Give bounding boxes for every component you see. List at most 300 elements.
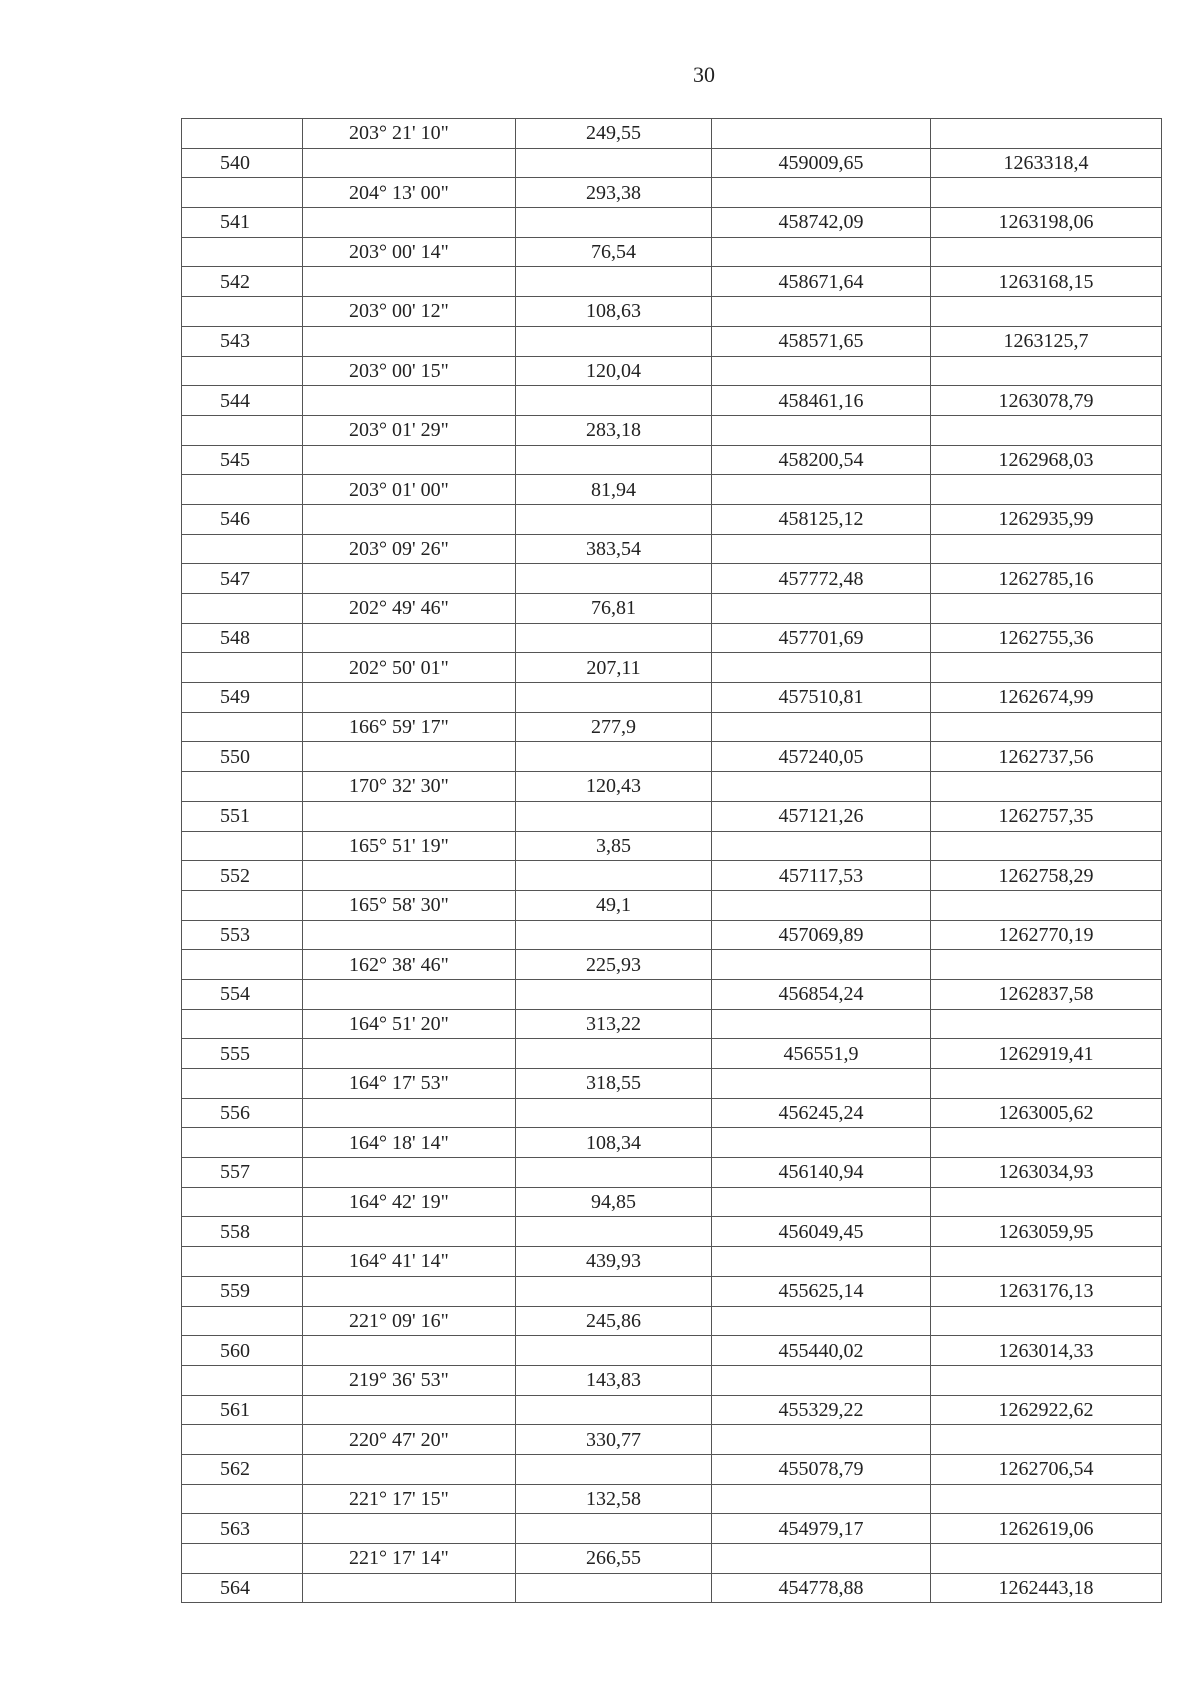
y-coordinate-cell bbox=[931, 1425, 1162, 1455]
page-number bbox=[0, 62, 1200, 88]
x-coordinate-cell bbox=[712, 890, 931, 920]
y-coordinate-cell: 1263198,06 bbox=[931, 208, 1162, 238]
y-coordinate-cell bbox=[931, 950, 1162, 980]
distance-cell: 313,22 bbox=[516, 1009, 712, 1039]
y-coordinate-cell: 1263125,7 bbox=[931, 326, 1162, 356]
x-coordinate-cell: 456049,45 bbox=[712, 1217, 931, 1247]
table-row bbox=[182, 1336, 1162, 1366]
x-coordinate-cell: 454979,17 bbox=[712, 1514, 931, 1544]
x-coordinate-cell bbox=[712, 475, 931, 505]
y-coordinate-cell bbox=[931, 415, 1162, 445]
point-number-cell bbox=[182, 1247, 303, 1277]
direction-angle-cell: 203° 09' 26" bbox=[303, 534, 516, 564]
distance-cell bbox=[516, 445, 712, 475]
direction-angle-cell bbox=[303, 445, 516, 475]
direction-angle-cell: 165° 51' 19" bbox=[303, 831, 516, 861]
distance-cell bbox=[516, 1039, 712, 1069]
point-number-cell bbox=[182, 356, 303, 386]
point-number-cell: 560 bbox=[182, 1336, 303, 1366]
point-number-cell: 556 bbox=[182, 1098, 303, 1128]
y-coordinate-cell bbox=[931, 178, 1162, 208]
table-row bbox=[182, 683, 1162, 713]
y-coordinate-cell bbox=[931, 1365, 1162, 1395]
y-coordinate-cell: 1262922,62 bbox=[931, 1395, 1162, 1425]
distance-cell bbox=[516, 267, 712, 297]
distance-cell bbox=[516, 1217, 712, 1247]
y-coordinate-cell bbox=[931, 1009, 1162, 1039]
table-row bbox=[182, 208, 1162, 238]
table-row bbox=[182, 119, 1162, 149]
distance-cell: 76,81 bbox=[516, 594, 712, 624]
direction-angle-cell bbox=[303, 1514, 516, 1544]
x-coordinate-cell bbox=[712, 237, 931, 267]
x-coordinate-cell: 456854,24 bbox=[712, 979, 931, 1009]
x-coordinate-cell bbox=[712, 1365, 931, 1395]
y-coordinate-cell: 1262706,54 bbox=[931, 1454, 1162, 1484]
table-row bbox=[182, 178, 1162, 208]
table-row bbox=[182, 1484, 1162, 1514]
x-coordinate-cell bbox=[712, 1247, 931, 1277]
coordinates-table bbox=[181, 118, 1162, 1603]
point-number-cell bbox=[182, 772, 303, 802]
direction-angle-cell: 165° 58' 30" bbox=[303, 890, 516, 920]
x-coordinate-cell: 457117,53 bbox=[712, 861, 931, 891]
direction-angle-cell: 204° 13' 00" bbox=[303, 178, 516, 208]
point-number-cell: 550 bbox=[182, 742, 303, 772]
point-number-cell: 545 bbox=[182, 445, 303, 475]
direction-angle-cell: 162° 38' 46" bbox=[303, 950, 516, 980]
direction-angle-cell: 202° 50' 01" bbox=[303, 653, 516, 683]
point-number-cell bbox=[182, 1365, 303, 1395]
point-number-cell: 548 bbox=[182, 623, 303, 653]
table-row bbox=[182, 475, 1162, 505]
y-coordinate-cell bbox=[931, 356, 1162, 386]
distance-cell: 76,54 bbox=[516, 237, 712, 267]
table-row bbox=[182, 1276, 1162, 1306]
point-number-cell bbox=[182, 297, 303, 327]
x-coordinate-cell: 456140,94 bbox=[712, 1158, 931, 1188]
direction-angle-cell: 221° 17' 15" bbox=[303, 1484, 516, 1514]
direction-angle-cell: 220° 47' 20" bbox=[303, 1425, 516, 1455]
x-coordinate-cell: 458742,09 bbox=[712, 208, 931, 238]
table-row bbox=[182, 1573, 1162, 1603]
point-number-cell: 544 bbox=[182, 386, 303, 416]
direction-angle-cell bbox=[303, 1039, 516, 1069]
point-number-cell bbox=[182, 415, 303, 445]
distance-cell bbox=[516, 1276, 712, 1306]
y-coordinate-cell bbox=[931, 534, 1162, 564]
point-number-cell bbox=[182, 950, 303, 980]
y-coordinate-cell: 1263318,4 bbox=[931, 148, 1162, 178]
direction-angle-cell bbox=[303, 1276, 516, 1306]
direction-angle-cell bbox=[303, 1573, 516, 1603]
x-coordinate-cell: 458461,16 bbox=[712, 386, 931, 416]
distance-cell bbox=[516, 208, 712, 238]
x-coordinate-cell bbox=[712, 356, 931, 386]
x-coordinate-cell: 457069,89 bbox=[712, 920, 931, 950]
distance-cell bbox=[516, 504, 712, 534]
point-number-cell: 564 bbox=[182, 1573, 303, 1603]
direction-angle-cell: 203° 21' 10" bbox=[303, 119, 516, 149]
direction-angle-cell bbox=[303, 1395, 516, 1425]
y-coordinate-cell: 1263059,95 bbox=[931, 1217, 1162, 1247]
point-number-cell: 540 bbox=[182, 148, 303, 178]
table-row bbox=[182, 415, 1162, 445]
y-coordinate-cell: 1262758,29 bbox=[931, 861, 1162, 891]
point-number-cell bbox=[182, 1544, 303, 1574]
table-row bbox=[182, 831, 1162, 861]
point-number-cell: 554 bbox=[182, 979, 303, 1009]
table-row bbox=[182, 1306, 1162, 1336]
direction-angle-cell: 203° 00' 14" bbox=[303, 237, 516, 267]
point-number-cell: 541 bbox=[182, 208, 303, 238]
distance-cell bbox=[516, 623, 712, 653]
point-number-cell bbox=[182, 178, 303, 208]
direction-angle-cell: 203° 01' 00" bbox=[303, 475, 516, 505]
distance-cell: 245,86 bbox=[516, 1306, 712, 1336]
table-row bbox=[182, 356, 1162, 386]
point-number-cell: 559 bbox=[182, 1276, 303, 1306]
x-coordinate-cell: 457240,05 bbox=[712, 742, 931, 772]
table-row bbox=[182, 148, 1162, 178]
page-number-text: 30 bbox=[693, 62, 715, 87]
distance-cell: 266,55 bbox=[516, 1544, 712, 1574]
direction-angle-cell bbox=[303, 801, 516, 831]
direction-angle-cell: 221° 17' 14" bbox=[303, 1544, 516, 1574]
direction-angle-cell bbox=[303, 979, 516, 1009]
distance-cell bbox=[516, 1395, 712, 1425]
x-coordinate-cell: 459009,65 bbox=[712, 148, 931, 178]
direction-angle-cell bbox=[303, 683, 516, 713]
y-coordinate-cell: 1262619,06 bbox=[931, 1514, 1162, 1544]
y-coordinate-cell bbox=[931, 1187, 1162, 1217]
x-coordinate-cell: 458571,65 bbox=[712, 326, 931, 356]
table-row bbox=[182, 1187, 1162, 1217]
point-number-cell bbox=[182, 475, 303, 505]
x-coordinate-cell bbox=[712, 415, 931, 445]
distance-cell bbox=[516, 1573, 712, 1603]
distance-cell bbox=[516, 326, 712, 356]
coordinates-table-body bbox=[182, 119, 1162, 1603]
x-coordinate-cell: 454778,88 bbox=[712, 1573, 931, 1603]
table-row bbox=[182, 772, 1162, 802]
point-number-cell: 561 bbox=[182, 1395, 303, 1425]
distance-cell: 277,9 bbox=[516, 712, 712, 742]
distance-cell bbox=[516, 1158, 712, 1188]
x-coordinate-cell bbox=[712, 178, 931, 208]
distance-cell bbox=[516, 1454, 712, 1484]
y-coordinate-cell bbox=[931, 1544, 1162, 1574]
table-row bbox=[182, 1247, 1162, 1277]
direction-angle-cell: 164° 42' 19" bbox=[303, 1187, 516, 1217]
y-coordinate-cell: 1263176,13 bbox=[931, 1276, 1162, 1306]
y-coordinate-cell: 1263005,62 bbox=[931, 1098, 1162, 1128]
x-coordinate-cell: 455329,22 bbox=[712, 1395, 931, 1425]
direction-angle-cell: 164° 41' 14" bbox=[303, 1247, 516, 1277]
y-coordinate-cell bbox=[931, 594, 1162, 624]
x-coordinate-cell bbox=[712, 950, 931, 980]
x-coordinate-cell: 456245,24 bbox=[712, 1098, 931, 1128]
point-number-cell bbox=[182, 119, 303, 149]
point-number-cell: 555 bbox=[182, 1039, 303, 1069]
x-coordinate-cell bbox=[712, 594, 931, 624]
distance-cell: 207,11 bbox=[516, 653, 712, 683]
point-number-cell bbox=[182, 1128, 303, 1158]
direction-angle-cell bbox=[303, 623, 516, 653]
point-number-cell: 557 bbox=[182, 1158, 303, 1188]
direction-angle-cell bbox=[303, 267, 516, 297]
point-number-cell: 546 bbox=[182, 504, 303, 534]
y-coordinate-cell bbox=[931, 1484, 1162, 1514]
point-number-cell bbox=[182, 1425, 303, 1455]
direction-angle-cell bbox=[303, 861, 516, 891]
distance-cell bbox=[516, 1098, 712, 1128]
x-coordinate-cell: 458671,64 bbox=[712, 267, 931, 297]
table-row bbox=[182, 267, 1162, 297]
distance-cell: 108,63 bbox=[516, 297, 712, 327]
y-coordinate-cell: 1263168,15 bbox=[931, 267, 1162, 297]
table-row bbox=[182, 712, 1162, 742]
direction-angle-cell: 170° 32' 30" bbox=[303, 772, 516, 802]
point-number-cell: 562 bbox=[182, 1454, 303, 1484]
table-row bbox=[182, 742, 1162, 772]
y-coordinate-cell bbox=[931, 297, 1162, 327]
direction-angle-cell bbox=[303, 208, 516, 238]
point-number-cell bbox=[182, 653, 303, 683]
table-row bbox=[182, 504, 1162, 534]
table-row bbox=[182, 653, 1162, 683]
y-coordinate-cell: 1262770,19 bbox=[931, 920, 1162, 950]
point-number-cell: 543 bbox=[182, 326, 303, 356]
point-number-cell bbox=[182, 1484, 303, 1514]
x-coordinate-cell bbox=[712, 119, 931, 149]
table-row bbox=[182, 890, 1162, 920]
y-coordinate-cell: 1263014,33 bbox=[931, 1336, 1162, 1366]
point-number-cell bbox=[182, 712, 303, 742]
table-row bbox=[182, 594, 1162, 624]
distance-cell bbox=[516, 1514, 712, 1544]
distance-cell: 293,38 bbox=[516, 178, 712, 208]
direction-angle-cell bbox=[303, 564, 516, 594]
point-number-cell bbox=[182, 534, 303, 564]
y-coordinate-cell bbox=[931, 1128, 1162, 1158]
x-coordinate-cell bbox=[712, 1425, 931, 1455]
x-coordinate-cell: 458200,54 bbox=[712, 445, 931, 475]
table-row bbox=[182, 1454, 1162, 1484]
x-coordinate-cell: 457772,48 bbox=[712, 564, 931, 594]
distance-cell bbox=[516, 1336, 712, 1366]
y-coordinate-cell bbox=[931, 1247, 1162, 1277]
table-row bbox=[182, 1395, 1162, 1425]
distance-cell: 143,83 bbox=[516, 1365, 712, 1395]
y-coordinate-cell: 1262757,35 bbox=[931, 801, 1162, 831]
point-number-cell bbox=[182, 831, 303, 861]
y-coordinate-cell: 1262785,16 bbox=[931, 564, 1162, 594]
distance-cell: 383,54 bbox=[516, 534, 712, 564]
x-coordinate-cell: 455625,14 bbox=[712, 1276, 931, 1306]
table-row bbox=[182, 1365, 1162, 1395]
distance-cell bbox=[516, 742, 712, 772]
table-row bbox=[182, 445, 1162, 475]
x-coordinate-cell bbox=[712, 1009, 931, 1039]
direction-angle-cell: 166° 59' 17" bbox=[303, 712, 516, 742]
point-number-cell bbox=[182, 1009, 303, 1039]
x-coordinate-cell bbox=[712, 1544, 931, 1574]
direction-angle-cell bbox=[303, 504, 516, 534]
x-coordinate-cell bbox=[712, 653, 931, 683]
distance-cell: 120,43 bbox=[516, 772, 712, 802]
point-number-cell: 551 bbox=[182, 801, 303, 831]
table-row bbox=[182, 623, 1162, 653]
y-coordinate-cell bbox=[931, 890, 1162, 920]
x-coordinate-cell bbox=[712, 712, 931, 742]
distance-cell: 108,34 bbox=[516, 1128, 712, 1158]
y-coordinate-cell bbox=[931, 712, 1162, 742]
distance-cell: 330,77 bbox=[516, 1425, 712, 1455]
table-row bbox=[182, 1514, 1162, 1544]
distance-cell: 318,55 bbox=[516, 1069, 712, 1099]
y-coordinate-cell: 1262674,99 bbox=[931, 683, 1162, 713]
direction-angle-cell bbox=[303, 742, 516, 772]
table-row bbox=[182, 920, 1162, 950]
distance-cell: 120,04 bbox=[516, 356, 712, 386]
direction-angle-cell bbox=[303, 386, 516, 416]
y-coordinate-cell: 1263078,79 bbox=[931, 386, 1162, 416]
x-coordinate-cell: 457510,81 bbox=[712, 683, 931, 713]
x-coordinate-cell: 456551,9 bbox=[712, 1039, 931, 1069]
direction-angle-cell bbox=[303, 326, 516, 356]
point-number-cell bbox=[182, 237, 303, 267]
table-row bbox=[182, 1039, 1162, 1069]
table-row bbox=[182, 1425, 1162, 1455]
x-coordinate-cell bbox=[712, 297, 931, 327]
x-coordinate-cell bbox=[712, 1306, 931, 1336]
table-row bbox=[182, 1544, 1162, 1574]
distance-cell: 283,18 bbox=[516, 415, 712, 445]
direction-angle-cell: 203° 00' 12" bbox=[303, 297, 516, 327]
x-coordinate-cell bbox=[712, 831, 931, 861]
point-number-cell bbox=[182, 1306, 303, 1336]
y-coordinate-cell: 1262935,99 bbox=[931, 504, 1162, 534]
y-coordinate-cell: 1263034,93 bbox=[931, 1158, 1162, 1188]
x-coordinate-cell: 458125,12 bbox=[712, 504, 931, 534]
table-row bbox=[182, 979, 1162, 1009]
direction-angle-cell bbox=[303, 1158, 516, 1188]
y-coordinate-cell bbox=[931, 237, 1162, 267]
table-row bbox=[182, 861, 1162, 891]
direction-angle-cell bbox=[303, 920, 516, 950]
direction-angle-cell bbox=[303, 1098, 516, 1128]
point-number-cell: 552 bbox=[182, 861, 303, 891]
distance-cell bbox=[516, 564, 712, 594]
table-row bbox=[182, 564, 1162, 594]
direction-angle-cell: 221° 09' 16" bbox=[303, 1306, 516, 1336]
distance-cell: 132,58 bbox=[516, 1484, 712, 1514]
distance-cell: 3,85 bbox=[516, 831, 712, 861]
y-coordinate-cell bbox=[931, 653, 1162, 683]
distance-cell bbox=[516, 920, 712, 950]
distance-cell bbox=[516, 683, 712, 713]
table-row bbox=[182, 297, 1162, 327]
distance-cell: 249,55 bbox=[516, 119, 712, 149]
y-coordinate-cell: 1262737,56 bbox=[931, 742, 1162, 772]
direction-angle-cell: 203° 00' 15" bbox=[303, 356, 516, 386]
table-row bbox=[182, 534, 1162, 564]
table-row bbox=[182, 1098, 1162, 1128]
x-coordinate-cell: 457701,69 bbox=[712, 623, 931, 653]
point-number-cell bbox=[182, 890, 303, 920]
x-coordinate-cell bbox=[712, 534, 931, 564]
direction-angle-cell bbox=[303, 1454, 516, 1484]
x-coordinate-cell bbox=[712, 1484, 931, 1514]
direction-angle-cell: 219° 36' 53" bbox=[303, 1365, 516, 1395]
table-row bbox=[182, 237, 1162, 267]
table-row bbox=[182, 801, 1162, 831]
distance-cell: 49,1 bbox=[516, 890, 712, 920]
point-number-cell: 542 bbox=[182, 267, 303, 297]
y-coordinate-cell bbox=[931, 1069, 1162, 1099]
y-coordinate-cell: 1262443,18 bbox=[931, 1573, 1162, 1603]
point-number-cell: 547 bbox=[182, 564, 303, 594]
distance-cell bbox=[516, 979, 712, 1009]
direction-angle-cell: 164° 17' 53" bbox=[303, 1069, 516, 1099]
distance-cell: 439,93 bbox=[516, 1247, 712, 1277]
y-coordinate-cell bbox=[931, 119, 1162, 149]
distance-cell bbox=[516, 801, 712, 831]
distance-cell bbox=[516, 861, 712, 891]
point-number-cell: 553 bbox=[182, 920, 303, 950]
table-row bbox=[182, 386, 1162, 416]
direction-angle-cell: 164° 18' 14" bbox=[303, 1128, 516, 1158]
point-number-cell bbox=[182, 1069, 303, 1099]
y-coordinate-cell: 1262968,03 bbox=[931, 445, 1162, 475]
table-row bbox=[182, 1158, 1162, 1188]
point-number-cell bbox=[182, 1187, 303, 1217]
direction-angle-cell bbox=[303, 1336, 516, 1366]
x-coordinate-cell bbox=[712, 1187, 931, 1217]
direction-angle-cell bbox=[303, 1217, 516, 1247]
y-coordinate-cell bbox=[931, 475, 1162, 505]
x-coordinate-cell: 455078,79 bbox=[712, 1454, 931, 1484]
table-row bbox=[182, 1069, 1162, 1099]
direction-angle-cell: 203° 01' 29" bbox=[303, 415, 516, 445]
y-coordinate-cell bbox=[931, 772, 1162, 802]
table-row bbox=[182, 1009, 1162, 1039]
direction-angle-cell: 164° 51' 20" bbox=[303, 1009, 516, 1039]
x-coordinate-cell: 457121,26 bbox=[712, 801, 931, 831]
distance-cell: 225,93 bbox=[516, 950, 712, 980]
y-coordinate-cell: 1262755,36 bbox=[931, 623, 1162, 653]
y-coordinate-cell: 1262837,58 bbox=[931, 979, 1162, 1009]
y-coordinate-cell bbox=[931, 1306, 1162, 1336]
table-row bbox=[182, 1128, 1162, 1158]
distance-cell: 94,85 bbox=[516, 1187, 712, 1217]
y-coordinate-cell bbox=[931, 831, 1162, 861]
table-row bbox=[182, 950, 1162, 980]
direction-angle-cell: 202° 49' 46" bbox=[303, 594, 516, 624]
point-number-cell: 563 bbox=[182, 1514, 303, 1544]
distance-cell: 81,94 bbox=[516, 475, 712, 505]
direction-angle-cell bbox=[303, 148, 516, 178]
distance-cell bbox=[516, 148, 712, 178]
x-coordinate-cell bbox=[712, 1069, 931, 1099]
x-coordinate-cell bbox=[712, 1128, 931, 1158]
distance-cell bbox=[516, 386, 712, 416]
x-coordinate-cell: 455440,02 bbox=[712, 1336, 931, 1366]
point-number-cell: 558 bbox=[182, 1217, 303, 1247]
x-coordinate-cell bbox=[712, 772, 931, 802]
table-row bbox=[182, 326, 1162, 356]
